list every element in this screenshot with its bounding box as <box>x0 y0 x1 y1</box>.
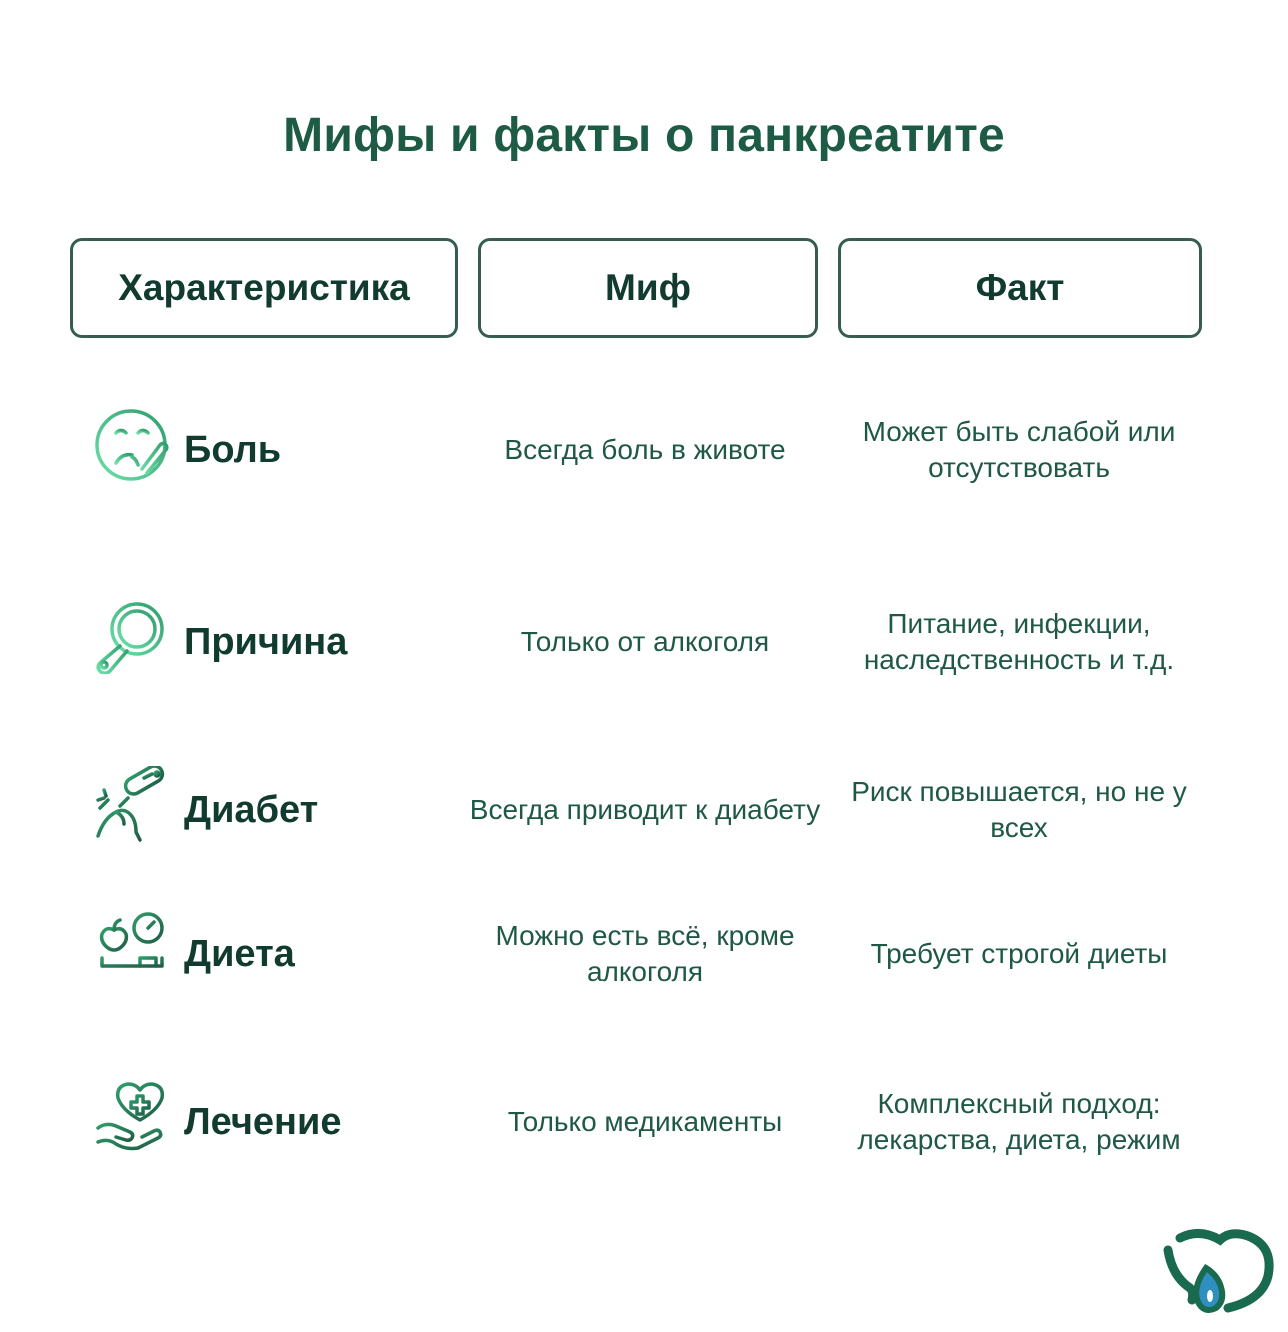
row-label: Диабет <box>184 789 319 831</box>
row-label: Диета <box>184 933 295 975</box>
myth-cell: Всегда приводит к диабету <box>469 794 821 825</box>
row-label: Лечение <box>184 1101 342 1143</box>
row-label: Причина <box>184 621 348 663</box>
myth-cell: Только медикаменты <box>507 1106 783 1137</box>
fact-cell: Риск повышается, но не у всех <box>851 776 1187 843</box>
apple-scale-icon <box>96 910 170 986</box>
row-label: Боль <box>184 429 282 471</box>
hand-heart-cross-icon <box>94 1080 170 1154</box>
sick-face-thermometer-icon <box>94 407 170 483</box>
myth-cell: Всегда боль в животе <box>504 434 786 465</box>
fact-cell: Комплексный подход: лекарства, диета, режим <box>857 1088 1181 1155</box>
header-characteristic-label: Характеристика <box>118 267 410 308</box>
header-fact-label: Факт <box>975 267 1065 308</box>
header-characteristic <box>70 238 458 338</box>
brand-logo-icon <box>1160 1226 1278 1322</box>
header-fact <box>838 238 1202 338</box>
fact-cell: Требует строгой диеты <box>870 938 1168 969</box>
header-myth <box>478 238 818 338</box>
fact-cell: Может быть слабой или отсутствовать <box>862 416 1176 483</box>
fact-cell: Питание, инфекции, наследственность и т.д. <box>863 608 1175 675</box>
myth-cell: Только от алкоголя <box>520 626 770 657</box>
magnifier-icon <box>94 598 170 674</box>
myth-cell: Можно есть всё, кроме алкоголя <box>495 920 795 987</box>
header-myth-label: Миф <box>605 267 691 308</box>
page-title: Мифы и факты о панкреатите <box>283 109 1005 162</box>
glucose-meter-finger-icon <box>94 766 172 842</box>
